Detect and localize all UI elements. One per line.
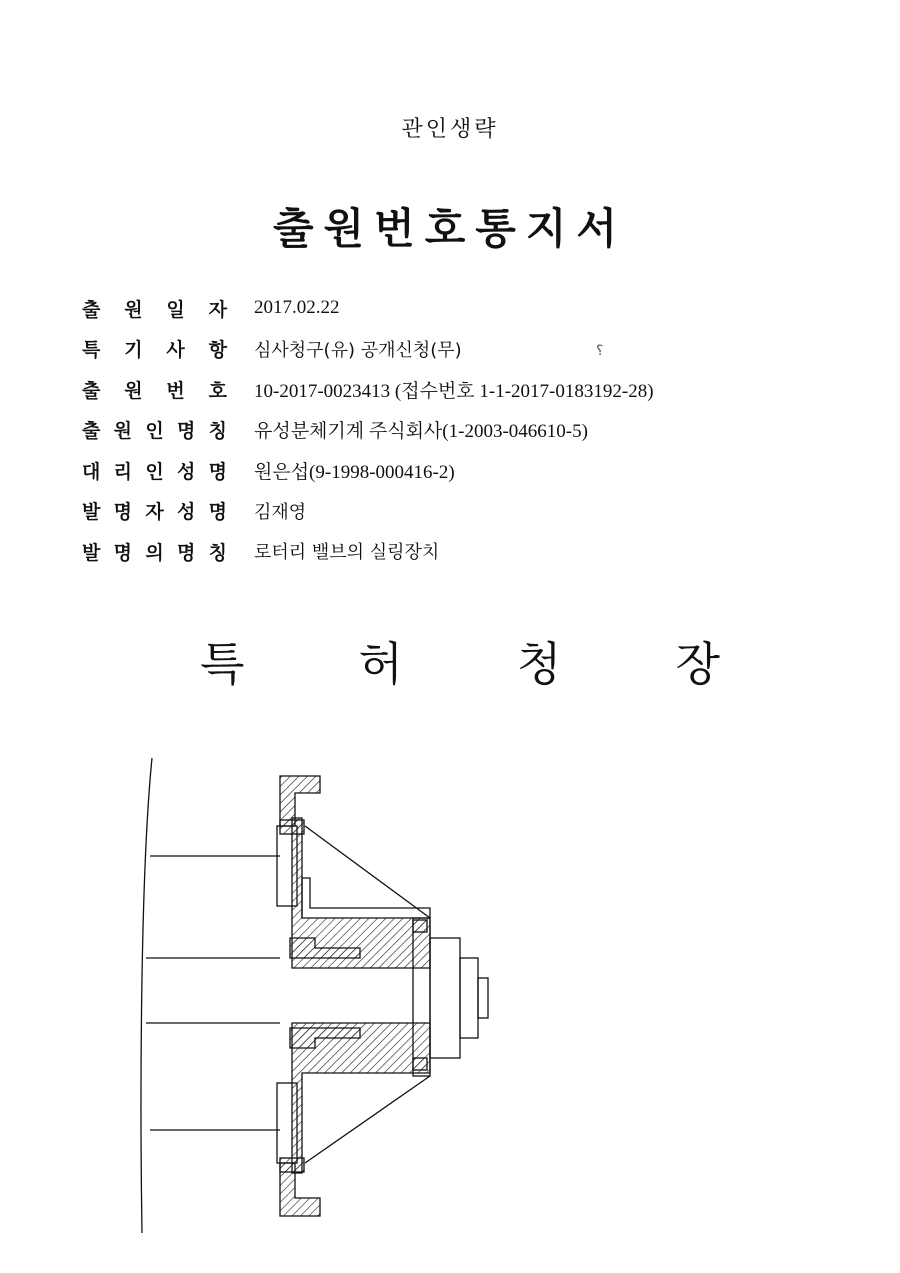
field-row-inventor-name bbox=[82, 491, 862, 532]
field-value: 로터리 밸브의 실링장치 bbox=[254, 542, 440, 564]
field-label: 출 원 인 명 칭 bbox=[82, 420, 227, 443]
fields-table bbox=[82, 288, 862, 572]
field-label: 발 명 의 명 칭 bbox=[82, 541, 227, 564]
issuer-signature bbox=[200, 628, 720, 694]
field-label: 대 리 인 성 명 bbox=[82, 460, 227, 483]
field-label: 출 원 번 호 bbox=[82, 379, 227, 402]
rotary-valve-seal-drawing-icon bbox=[130, 758, 510, 1233]
field-row-special-notes bbox=[82, 329, 862, 370]
field-label: 발 명 자 성 명 bbox=[82, 501, 227, 524]
field-value: 심사청구(유) 공개신청(무) bbox=[254, 339, 462, 361]
field-row-invention-title bbox=[82, 531, 862, 572]
document-title: 출원번호통지서 bbox=[272, 204, 627, 253]
field-row-agent-name bbox=[82, 450, 862, 491]
field-value: 10-2017-0023413 (접수번호 1-1-2017-0183192-28) bbox=[254, 380, 654, 402]
issuer-char: 특 bbox=[200, 637, 245, 691]
field-label: 출 원 일 자 bbox=[82, 298, 227, 321]
field-row-applicant-name bbox=[82, 410, 862, 451]
field-value: 김재영 bbox=[254, 501, 307, 523]
issuer-char: 허 bbox=[358, 637, 403, 691]
field-row-application-number bbox=[82, 369, 862, 410]
field-value: 원은섭(9-1998-000416-2) bbox=[254, 461, 455, 483]
issuer-char: 장 bbox=[675, 637, 720, 691]
stray-mark-icon: ⸮ bbox=[596, 343, 604, 359]
seal-omitted-note: 관인생략 bbox=[401, 117, 499, 142]
field-label: 특 기 사 항 bbox=[82, 339, 227, 362]
field-row-filing-date bbox=[82, 288, 862, 329]
field-value: 2017.02.22 bbox=[254, 297, 340, 319]
field-value: 유성분체기계 주식회사(1-2003-046610-5) bbox=[254, 421, 588, 443]
issuer-char: 청 bbox=[517, 637, 562, 691]
